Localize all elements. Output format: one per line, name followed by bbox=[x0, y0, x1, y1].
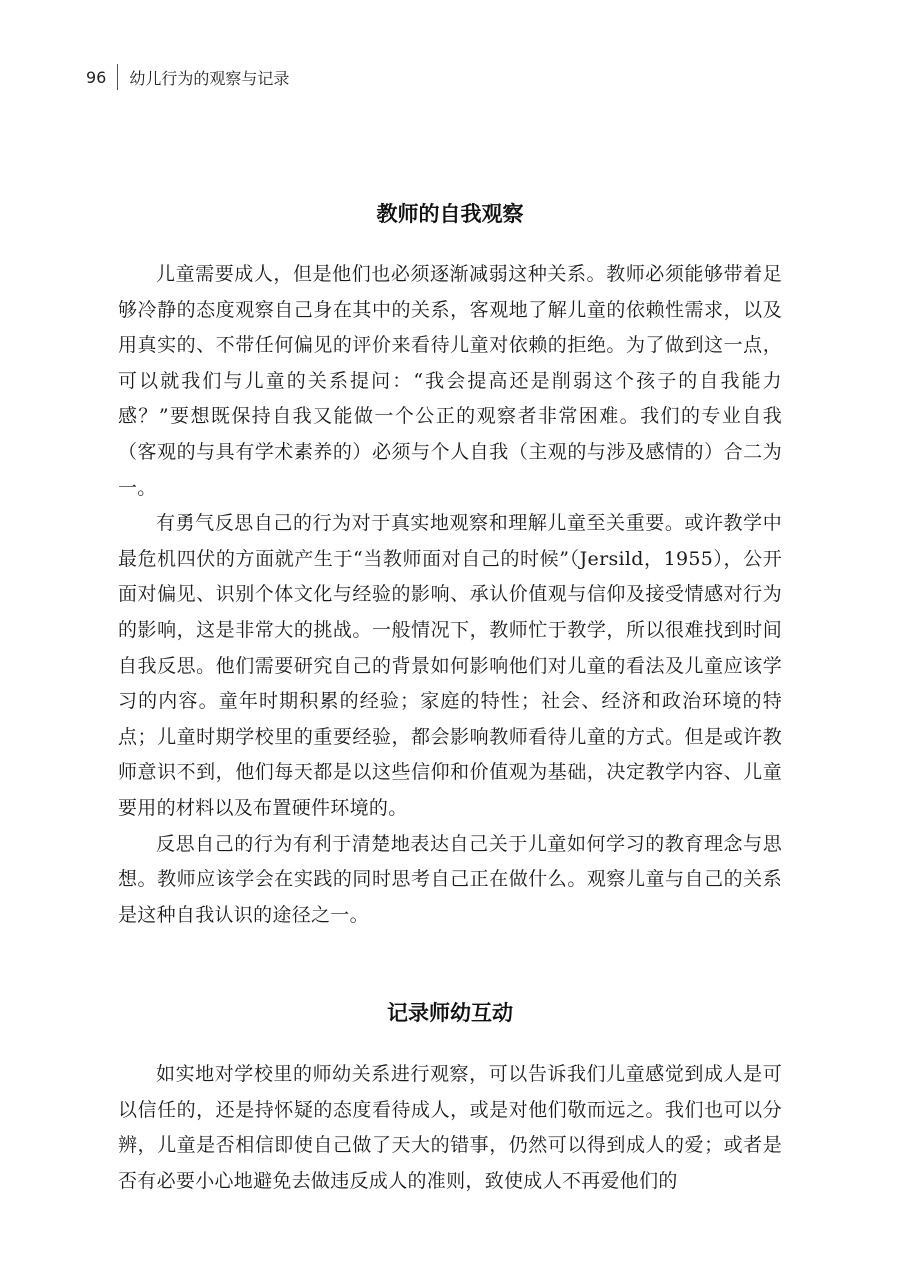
section-teacher-self-observation bbox=[118, 198, 782, 933]
body-paragraph: 反思自己的行为有利于清楚地表达自己关于儿童如何学习的教育理念与思想。教师应该学会在实践的同时思考自己正在做什么。观察儿童与自己的关系是这种自我认识的途径之一。 bbox=[118, 832, 782, 926]
section-recording-teacher-child-interaction bbox=[118, 997, 782, 1199]
book-title: 幼儿行为的观察与记录 bbox=[129, 68, 290, 88]
body-paragraph: 儿童需要成人，但是他们也必须逐渐减弱这种关系。教师必须能够带着足够冷静的态度观察自己身在其中的关系，客观地了解儿童的依赖性需求，以及用真实的、不带任何偏见的评价来看待儿童对依赖的拒绝。为了做到这一点，可以就我们与儿童的关系提问：“我会提高还是削弱这个孩子的自我能力感？”要想既保持自我又能做一个公正的观察者非常困难。我们的专业自我（客观的与具有学术素养的）必须与个人自我（主观的与涉及感情的）合二为一。 bbox=[118, 263, 782, 499]
section-heading: 教师的自我观察 bbox=[376, 202, 524, 226]
page-number: 96 bbox=[86, 67, 107, 87]
section-heading: 记录师幼互动 bbox=[387, 1001, 513, 1026]
page-body bbox=[118, 198, 782, 1200]
running-head bbox=[86, 62, 289, 92]
body-paragraph: 有勇气反思自己的行为对于真实地观察和理解儿童至关重要。或许教学中最危机四伏的方面就产生于“当教师面对自己的时候”（Jersild，1955），公开面对偏见、识别个体文化与经验的影响、承认价值观与信仰及接受情感对行为的影响，这是非常大的挑战。一般情况下，教师忙于教学，所以很难找到时间自我反思。他们需要研究自己的背景如何影响他们对儿童的看法及儿童应该学习的内容。童年时期积累的经验；家庭的特性；社会、经济和政治环境的特点；儿童时期学校里的重要经验，都会影响教师看待儿童的方式。但是或许教师意识不到，他们每天都是以这些信仰和价值观为基础，决定教学内容、儿童要用的材料以及布置硬件环境的。 bbox=[118, 512, 782, 819]
body-paragraph: 如实地对学校里的师幼关系进行观察，可以告诉我们儿童感觉到成人是可以信任的，还是持怀疑的态度看待成人，或是对他们敬而远之。我们也可以分辨，儿童是否相信即使自己做了天大的错事，仍然可以得到成人的爱；或者是否有必要小心地避免去做违反成人的准则，致使成人不再爱他们的 bbox=[118, 1063, 782, 1193]
